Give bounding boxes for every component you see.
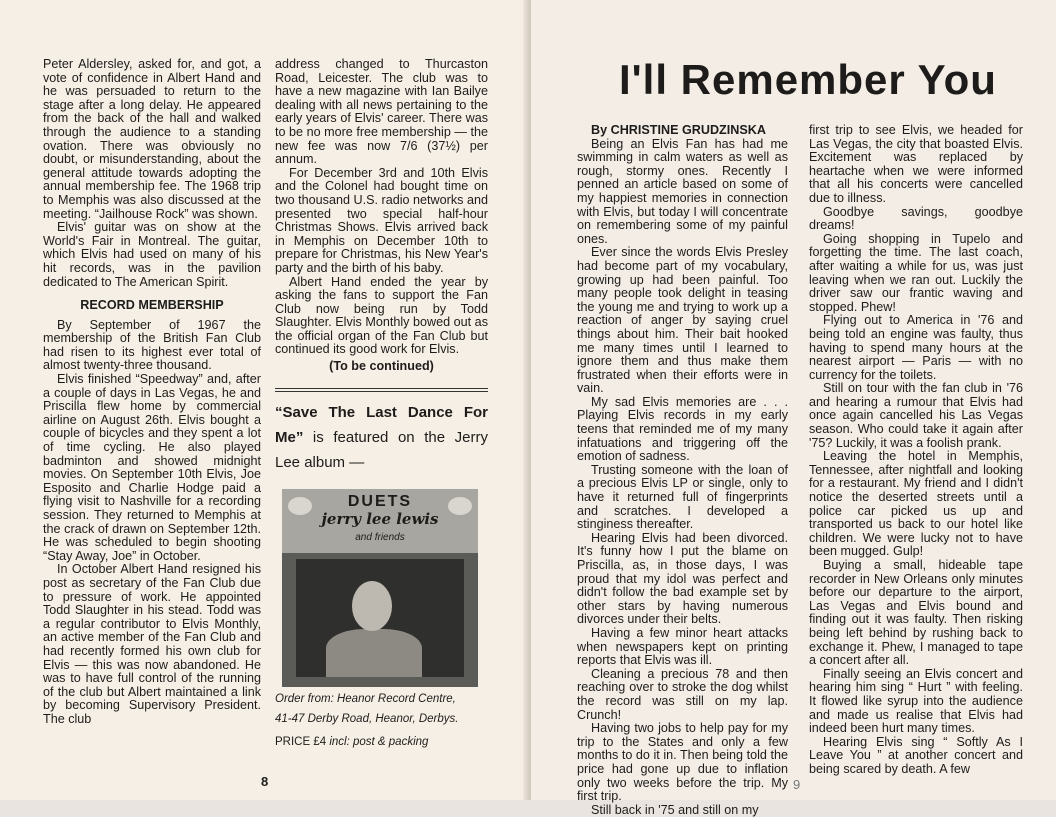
- album-title: DUETS: [347, 492, 413, 510]
- paragraph: address changed to Thurcaston Road, Leicester. The club was to have a new magazine with Ian Bailye dealing with all news pertaining to the early years of Elvis' career. There was to be no more free membership — the new fee was now 7/6 (37½) per annum.: [275, 57, 488, 167]
- left-column-1: [43, 58, 261, 727]
- paragraph: Leaving the hotel in Memphis, Tennessee, after nightfall and looking for a restaurant. My friend and I didn't notice the deserted streets until a police car picked us up and transported us back to our hotel like children. We were lucky not to have been mugged. Gulp!: [809, 449, 1023, 559]
- paragraph: Finally seeing an Elvis concert and hearing him sing “ Hurt ” with feeling. It flowed like syrup into the audience and made us realise that Elvis had indeed been hurt many times.: [809, 666, 1023, 736]
- page-number: 9: [793, 777, 801, 792]
- paragraph: Buying a small, hideable tape recorder in New Orleans only minutes before our departure to the airport, Las Vegas and Elvis bound and finding out it was faulty. Then risking being left behind by rushing back to exchange it. Phew, I managed to tape a concert after all.: [809, 558, 1023, 668]
- right-column-2: [809, 124, 1023, 777]
- paragraph: Hearing Elvis had been divorced. It's funny how I put the blame on Priscilla, as, in those days, I was proud that my idol was perfect and didn't follow the bad example set by other stars by having numerous divorces under their belts.: [577, 530, 788, 627]
- paragraph: Hearing Elvis sing “ Softly As I Leave You ” at another concert and being scared by death. A few: [809, 734, 1023, 776]
- paragraph: Trusting someone with the loan of a precious Elvis LP or single, only to have it returned full of fingerprints and scratches. I developed a stinginess thereafter.: [577, 462, 788, 532]
- to-be-continued: (To be continued): [329, 359, 434, 374]
- paragraph: Going shopping in Tupelo and forgetting the time. The last coach, after waiting a while for us, was just leaving when we ran out. Luckily the driver saw our frantic waving and stopped. Phew!: [809, 231, 1023, 314]
- order-line: 41-47 Derby Road, Heanor, Derbys.: [275, 712, 459, 725]
- paragraph: Having two jobs to help pay for my trip to the States and only a few months to do it in. Then being told the price had gone up due to inflation only two weeks before the trip. My first trip.: [577, 721, 788, 804]
- section-heading: RECORD MEMBERSHIP: [80, 298, 224, 313]
- paragraph: By September of 1967 the membership of the British Fan Club had risen to its highest ever total of almost twenty-three thousand.: [43, 317, 261, 373]
- order-info: [275, 689, 488, 729]
- right-page: [531, 0, 1056, 817]
- paragraph: Flying out to America in '76 and being told an engine was faulty, thus having to spend many hours at the nearest airport — Paris — with no currency for the toilets.: [809, 313, 1023, 382]
- paragraph: first trip to see Elvis, we headed for Las Vegas, the city that boasted Elvis. Excitement was replaced by heartache when we were informed that all his concerts were cancelled due to illness.: [809, 123, 1023, 205]
- paragraph: Peter Aldersley, asked for, and got, a vote of confidence in Albert Hand and he was persuaded to return to the stage after a long delay. He appeared from the back of the hall and walked through the audience to a standing ovation. There was obviously no doubt, or misunderstanding, about the general attitude towards adopting the annual membership fee. The 1968 trip to Memphis was also discussed at the meeting. “Jailhouse Rock” was shown.: [43, 57, 261, 221]
- paragraph: Elvis finished “Speedway” and, after a couple of days in Las Vegas, he and Priscilla flew home by commercial airline on August 26th. Elvis bought a couple of bicycles and they spent a lot of time cycling. He also played badminton and showed midnight movies. On September 10th Elvis, Joe Esposito and Charlie Hodge paid a flying visit to Nashville for a recording session. They returned to Memphis at the crack of drawn on September 12th. He was scheduled to begin shooting “Stay Away, Joe” in October.: [43, 372, 261, 563]
- paragraph: Cleaning a precious 78 and then reaching over to stroke the dog whilst the record was still on my lap. Crunch!: [577, 666, 788, 722]
- paragraph: Having a few minor heart attacks when newspapers kept on printing reports that Elvis was ill.: [577, 625, 788, 668]
- order-line: Order from: Heanor Record Centre,: [275, 692, 456, 705]
- price: PRICE £4: [275, 735, 327, 748]
- price-note: incl: post & packing: [329, 735, 429, 748]
- ad-song-title: “Save The Last Dance For Me”: [275, 403, 488, 446]
- article-title: I'll Remember You: [619, 56, 997, 103]
- page-number: 8: [261, 774, 269, 789]
- divider: [275, 388, 488, 392]
- byline: By CHRISTINE GRUDZINSKA: [591, 123, 766, 137]
- album-artist: jerry lee lewis: [321, 509, 439, 528]
- ad-text: [275, 400, 488, 475]
- paragraph: Goodbye savings, goodbye dreams!: [809, 204, 1023, 233]
- paragraph: Still on tour with the fan club in '76 and hearing a rumour that Elvis had once again cancelled his Las Vegas season. Who could take it again after '75? Luckily, it was a foolish prank.: [809, 381, 1023, 450]
- album-cover-image: [282, 489, 478, 687]
- paragraph: Elvis' guitar was on show at the World's Fair in Montreal. The guitar, which Elvis had used on many of his hit records, was in the pavilion dedicated to The American Spirit.: [43, 220, 261, 289]
- paragraph: Still back in '75 and still on my: [591, 802, 759, 817]
- paragraph: Ever since the words Elvis Presley had become part of my vocabulary, growing up had been painful. Too many people took delight in teasing the young me and trying to work up a reaction of anger by saying cruel things about him. Their bait hooked me many times until I learned to ignore them and thus make them frustrated when their efforts were in vain.: [577, 245, 788, 396]
- album-subtitle: and friends: [355, 531, 405, 543]
- paragraph: For December 3rd and 10th Elvis and the Colonel had bought time on two thousand U.S. radio networks and presented two special half-hour Christmas Shows. Elvis arrived back in Memphis on December 10th to prepare for Christmas, his New Year's party and the birth of his baby.: [275, 165, 488, 275]
- ad-description: is featured on the Jerry Lee album —: [275, 428, 488, 471]
- left-page: [0, 0, 527, 800]
- left-column-2: [275, 58, 488, 749]
- paragraph: In October Albert Hand resigned his post as secretary of the Fan Club due to pressure of work. He appointed Todd Slaughter in his stead. Todd was a regular contributor to Elvis Monthly, an active member of the Fan Club and had recently formed his own club for Elvis — this was now abandoned. He was to have full control of the running of the club but Albert maintained a link by becoming Supervisory President. The club: [43, 562, 261, 726]
- paragraph: Albert Hand ended the year by asking the fans to support the Fan Club now being run by Todd Slaughter. Elvis Monthly bowed out as the official organ of the Fan Club but continued its good work for Elvis.: [275, 274, 488, 357]
- right-column-1: [577, 124, 788, 817]
- price-line: [275, 736, 488, 750]
- paragraph: Being an Elvis Fan has had me swimming in calm waters as well as rough, stormy ones. Recently I penned an article based on some of my happiest memories in connection with Elvis, but today I will concentrate on remembering some of my painful ones.: [577, 136, 788, 246]
- paragraph: My sad Elvis memories are . . . Playing Elvis records in my early teens that reminded me of my many infatuations and triggering off the emotion of sadness.: [577, 394, 788, 464]
